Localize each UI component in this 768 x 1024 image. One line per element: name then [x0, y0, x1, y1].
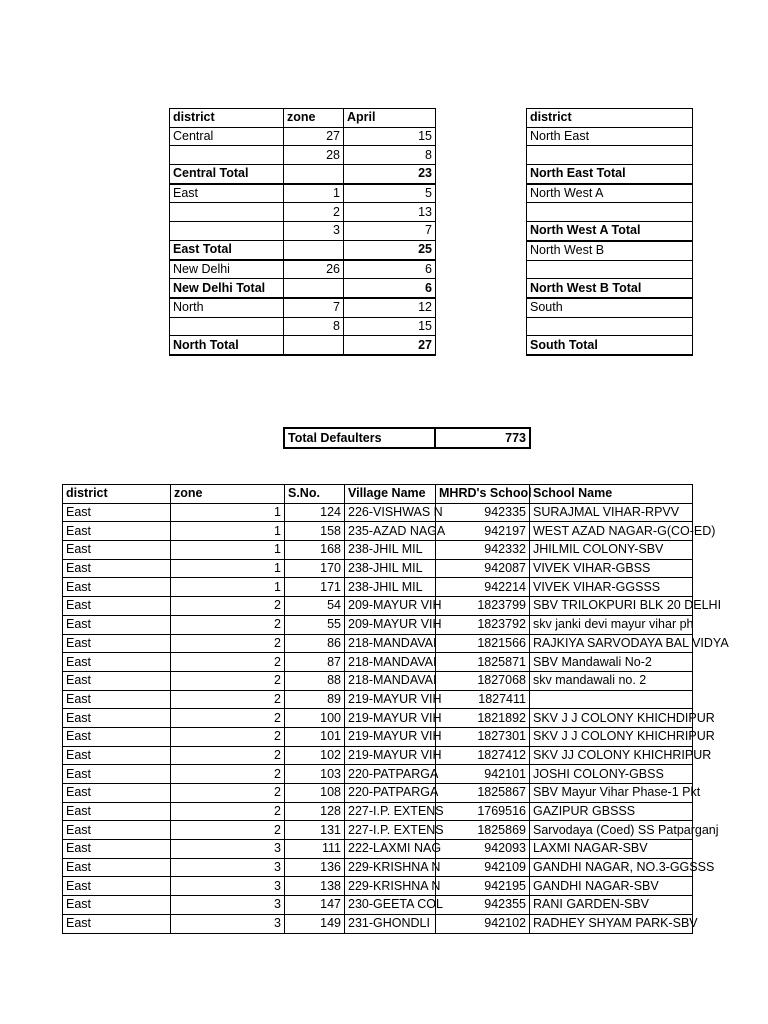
- school-name-cell: GANDHI NAGAR-SBV: [530, 877, 693, 896]
- sno-cell: 100: [285, 709, 345, 728]
- table-row: [63, 671, 693, 690]
- school-name-cell: skv mandawali no. 2: [530, 671, 693, 690]
- april-cell: 7: [344, 222, 436, 241]
- district-cell: East: [63, 765, 171, 784]
- zone-cell: 2: [171, 597, 285, 616]
- table-row: [63, 784, 693, 803]
- sno-cell: 102: [285, 746, 345, 765]
- zone-cell: 1: [171, 559, 285, 578]
- total-defaulters-label: Total Defaulters: [284, 428, 435, 448]
- district-cell: North West B: [527, 241, 693, 260]
- zone-cell: 8: [284, 317, 344, 336]
- zone-cell: 7: [284, 298, 344, 317]
- sno-cell: 108: [285, 784, 345, 803]
- village-name-cell: 226-VISHWAS N: [345, 503, 436, 522]
- school-name-cell: SBV Mayur Vihar Phase-1 Pkt: [530, 784, 693, 803]
- district-cell: [527, 203, 693, 222]
- district-cell: East: [63, 634, 171, 653]
- zone-cell: 27: [284, 127, 344, 146]
- district-cell: East: [63, 784, 171, 803]
- pivot-right-total-row: [527, 222, 693, 241]
- district-cell: East: [63, 727, 171, 746]
- village-name-cell: 219-MAYUR VIH: [345, 746, 436, 765]
- district-cell: New Delhi: [170, 260, 284, 279]
- village-name-cell: 222-LAXMI NAG: [345, 840, 436, 859]
- sno-cell: 136: [285, 858, 345, 877]
- sno-cell: 89: [285, 690, 345, 709]
- pivot-table-right: [526, 108, 693, 356]
- header-district: district: [63, 485, 171, 504]
- district-cell: East: [63, 671, 171, 690]
- district-cell: North Total: [170, 336, 284, 355]
- village-name-cell: 235-AZAD NAGA: [345, 522, 436, 541]
- april-cell: 6: [344, 279, 436, 298]
- zone-cell: 2: [284, 203, 344, 222]
- zone-cell: [284, 279, 344, 298]
- april-cell: 8: [344, 146, 436, 165]
- table-row: [63, 597, 693, 616]
- district-cell: East Total: [170, 240, 284, 259]
- sno-cell: 86: [285, 634, 345, 653]
- april-cell: 5: [344, 184, 436, 203]
- school-name-cell: RAJKIYA SARVODAYA BAL VIDYA: [530, 634, 693, 653]
- mhrd-code-cell: 942197: [436, 522, 530, 541]
- sno-cell: 168: [285, 541, 345, 560]
- village-name-cell: 231-GHONDLI: [345, 914, 436, 933]
- zone-cell: 2: [171, 746, 285, 765]
- pivot-right-row: [527, 127, 693, 146]
- table-row: [63, 858, 693, 877]
- april-cell: 6: [344, 260, 436, 279]
- total-defaulters-value: 773: [435, 428, 530, 448]
- village-name-cell: 220-PATPARGA: [345, 765, 436, 784]
- zone-cell: 2: [171, 615, 285, 634]
- district-cell: East: [63, 896, 171, 915]
- village-name-cell: 238-JHIL MIL: [345, 578, 436, 597]
- zone-cell: 1: [284, 184, 344, 203]
- district-cell: East: [63, 522, 171, 541]
- school-name-cell: VIVEK VIHAR-GGSSS: [530, 578, 693, 597]
- april-cell: 13: [344, 203, 436, 222]
- village-name-cell: 220-PATPARGA: [345, 784, 436, 803]
- table-row: [63, 840, 693, 859]
- pivot-right-row: [527, 184, 693, 203]
- pivot-right-row: [527, 146, 693, 165]
- school-name-cell: SURAJMAL VIHAR-RPVV: [530, 503, 693, 522]
- zone-cell: 1: [171, 541, 285, 560]
- zone-cell: 2: [171, 765, 285, 784]
- sno-cell: 88: [285, 671, 345, 690]
- mhrd-code-cell: 1827411: [436, 690, 530, 709]
- school-name-cell: JOSHI COLONY-GBSS: [530, 765, 693, 784]
- header-district: district: [170, 109, 284, 128]
- mhrd-code-cell: 1823792: [436, 615, 530, 634]
- table-row: [63, 578, 693, 597]
- district-cell: [527, 146, 693, 165]
- district-cell: [170, 146, 284, 165]
- table-row: [63, 559, 693, 578]
- pivot-left-row: [170, 222, 436, 241]
- village-name-cell: 209-MAYUR VIH: [345, 597, 436, 616]
- village-name-cell: 219-MAYUR VIH: [345, 727, 436, 746]
- district-cell: East: [63, 690, 171, 709]
- district-cell: New Delhi Total: [170, 279, 284, 298]
- pivot-left-total-row: [170, 279, 436, 298]
- header-zone: zone: [171, 485, 285, 504]
- total-defaulters-box: [283, 427, 531, 449]
- table-row: [63, 746, 693, 765]
- district-cell: North West A: [527, 184, 693, 203]
- pivot-left-row: [170, 260, 436, 279]
- district-cell: East: [63, 914, 171, 933]
- sno-cell: 111: [285, 840, 345, 859]
- school-name-cell: [530, 690, 693, 709]
- sno-cell: 147: [285, 896, 345, 915]
- zone-cell: 2: [171, 653, 285, 672]
- zone-cell: 2: [171, 821, 285, 840]
- zone-cell: 3: [171, 840, 285, 859]
- zone-cell: [284, 336, 344, 355]
- district-cell: North East Total: [527, 165, 693, 184]
- header-village-name: Village Name: [345, 485, 436, 504]
- district-cell: [170, 203, 284, 222]
- district-cell: [170, 222, 284, 241]
- header-april: April: [344, 109, 436, 128]
- mhrd-code-cell: 942109: [436, 858, 530, 877]
- district-cell: Central Total: [170, 165, 284, 184]
- pivot-right-total-row: [527, 165, 693, 184]
- zone-cell: 3: [171, 914, 285, 933]
- pivot-right-row: [527, 260, 693, 279]
- mhrd-code-cell: 942087: [436, 559, 530, 578]
- mhrd-code-cell: 942332: [436, 541, 530, 560]
- sno-cell: 158: [285, 522, 345, 541]
- district-cell: East: [63, 709, 171, 728]
- pivot-left-row: [170, 317, 436, 336]
- district-cell: East: [63, 541, 171, 560]
- pivot-left-row: [170, 184, 436, 203]
- district-cell: East: [63, 559, 171, 578]
- mhrd-code-cell: 942355: [436, 896, 530, 915]
- district-cell: East: [170, 184, 284, 203]
- table-row: [63, 653, 693, 672]
- district-cell: North West B Total: [527, 279, 693, 298]
- sno-cell: 103: [285, 765, 345, 784]
- zone-cell: 26: [284, 260, 344, 279]
- school-name-cell: Sarvodaya (Coed) SS Patparganj: [530, 821, 693, 840]
- zone-cell: 3: [171, 896, 285, 915]
- mhrd-code-cell: 1825871: [436, 653, 530, 672]
- mhrd-code-cell: 1827068: [436, 671, 530, 690]
- pivot-right-row: [527, 241, 693, 260]
- zone-cell: 1: [171, 522, 285, 541]
- pivot-left-header-row: [170, 109, 436, 128]
- school-name-cell: GANDHI NAGAR, NO.3-GGSSS: [530, 858, 693, 877]
- sno-cell: 54: [285, 597, 345, 616]
- sno-cell: 101: [285, 727, 345, 746]
- sno-cell: 171: [285, 578, 345, 597]
- table-row: [63, 503, 693, 522]
- zone-cell: 2: [171, 634, 285, 653]
- mhrd-code-cell: 942335: [436, 503, 530, 522]
- district-cell: East: [63, 615, 171, 634]
- table-row: [63, 727, 693, 746]
- district-cell: North: [170, 298, 284, 317]
- mhrd-code-cell: 1827301: [436, 727, 530, 746]
- village-name-cell: 229-KRISHNA N: [345, 877, 436, 896]
- mhrd-code-cell: 942195: [436, 877, 530, 896]
- mhrd-code-cell: 942102: [436, 914, 530, 933]
- zone-cell: 2: [171, 727, 285, 746]
- village-name-cell: 219-MAYUR VIH: [345, 709, 436, 728]
- zone-cell: 2: [171, 671, 285, 690]
- zone-cell: 2: [171, 784, 285, 803]
- school-name-cell: SBV TRILOKPURI BLK 20 DELHI: [530, 597, 693, 616]
- village-name-cell: 209-MAYUR VIH: [345, 615, 436, 634]
- village-name-cell: 227-I.P. EXTENS: [345, 802, 436, 821]
- district-cell: East: [63, 840, 171, 859]
- pivot-right-row: [527, 298, 693, 317]
- table-row: [63, 914, 693, 933]
- village-name-cell: 238-JHIL MIL: [345, 559, 436, 578]
- school-name-cell: RADHEY SHYAM PARK-SBV: [530, 914, 693, 933]
- school-name-cell: SKV J J COLONY KHICHDIPUR: [530, 709, 693, 728]
- table-row: [63, 877, 693, 896]
- school-name-cell: JHILMIL COLONY-SBV: [530, 541, 693, 560]
- village-name-cell: 230-GEETA COL: [345, 896, 436, 915]
- april-cell: 27: [344, 336, 436, 355]
- district-cell: East: [63, 503, 171, 522]
- sno-cell: 138: [285, 877, 345, 896]
- school-name-cell: RANI GARDEN-SBV: [530, 896, 693, 915]
- table-row: [63, 896, 693, 915]
- pivot-left-row: [170, 127, 436, 146]
- district-cell: East: [63, 653, 171, 672]
- header-school-name: School Name: [530, 485, 693, 504]
- pivot-left-row: [170, 203, 436, 222]
- district-cell: East: [63, 578, 171, 597]
- mhrd-code-cell: 942093: [436, 840, 530, 859]
- pivot-table-left: [169, 108, 436, 356]
- district-cell: East: [63, 802, 171, 821]
- mhrd-code-cell: 942214: [436, 578, 530, 597]
- pivot-left-total-row: [170, 336, 436, 355]
- detail-header-row: [63, 485, 693, 504]
- sno-cell: 170: [285, 559, 345, 578]
- table-row: [63, 634, 693, 653]
- april-cell: 23: [344, 165, 436, 184]
- school-name-cell: LAXMI NAGAR-SBV: [530, 840, 693, 859]
- zone-cell: 2: [171, 802, 285, 821]
- mhrd-code-cell: 1821892: [436, 709, 530, 728]
- mhrd-code-cell: 1825867: [436, 784, 530, 803]
- zone-cell: 1: [171, 503, 285, 522]
- mhrd-code-cell: 942101: [436, 765, 530, 784]
- pivot-right-total-row: [527, 279, 693, 298]
- mhrd-code-cell: 1821566: [436, 634, 530, 653]
- pivot-right-header-row: [527, 109, 693, 128]
- district-cell: South Total: [527, 336, 693, 355]
- table-row: [63, 522, 693, 541]
- pivot-left-total-row: [170, 165, 436, 184]
- zone-cell: 3: [284, 222, 344, 241]
- mhrd-code-cell: 1823799: [436, 597, 530, 616]
- district-cell: East: [63, 858, 171, 877]
- pivot-right-total-row: [527, 336, 693, 355]
- zone-cell: 3: [171, 858, 285, 877]
- zone-cell: 28: [284, 146, 344, 165]
- district-cell: North West A Total: [527, 222, 693, 241]
- village-name-cell: 238-JHIL MIL: [345, 541, 436, 560]
- table-row: [63, 821, 693, 840]
- school-name-cell: VIVEK VIHAR-GBSS: [530, 559, 693, 578]
- sno-cell: 87: [285, 653, 345, 672]
- village-name-cell: 218-MANDAVAI: [345, 671, 436, 690]
- zone-cell: 3: [171, 877, 285, 896]
- zone-cell: 1: [171, 578, 285, 597]
- mhrd-code-cell: 1769516: [436, 802, 530, 821]
- mhrd-code-cell: 1825869: [436, 821, 530, 840]
- sno-cell: 149: [285, 914, 345, 933]
- district-cell: South: [527, 298, 693, 317]
- table-row: [63, 615, 693, 634]
- district-cell: East: [63, 597, 171, 616]
- zone-cell: 2: [171, 709, 285, 728]
- district-cell: [527, 260, 693, 279]
- pivot-left-row: [170, 298, 436, 317]
- district-cell: [170, 317, 284, 336]
- school-name-cell: SKV JJ COLONY KHICHRIPUR: [530, 746, 693, 765]
- village-name-cell: 229-KRISHNA N: [345, 858, 436, 877]
- pivot-left-total-row: [170, 240, 436, 259]
- school-name-cell: skv janki devi mayur vihar ph: [530, 615, 693, 634]
- village-name-cell: 218-MANDAVAI: [345, 653, 436, 672]
- defaulters-detail-table: [62, 484, 729, 934]
- table-row: [63, 541, 693, 560]
- pivot-right-row: [527, 317, 693, 336]
- table-row: [63, 690, 693, 709]
- district-cell: East: [63, 877, 171, 896]
- pivot-right-row: [527, 203, 693, 222]
- zone-cell: [284, 240, 344, 259]
- district-cell: [527, 317, 693, 336]
- village-name-cell: 218-MANDAVAI: [345, 634, 436, 653]
- sno-cell: 128: [285, 802, 345, 821]
- mhrd-code-cell: 1827412: [436, 746, 530, 765]
- district-cell: Central: [170, 127, 284, 146]
- table-row: [63, 802, 693, 821]
- district-cell: East: [63, 821, 171, 840]
- april-cell: 25: [344, 240, 436, 259]
- sno-cell: 131: [285, 821, 345, 840]
- table-row: [63, 765, 693, 784]
- district-cell: East: [63, 746, 171, 765]
- school-name-cell: GAZIPUR GBSSS: [530, 802, 693, 821]
- zone-cell: [284, 165, 344, 184]
- village-name-cell: 227-I.P. EXTENS: [345, 821, 436, 840]
- april-cell: 15: [344, 317, 436, 336]
- pivot-left-row: [170, 146, 436, 165]
- zone-cell: 2: [171, 690, 285, 709]
- sno-cell: 55: [285, 615, 345, 634]
- header-mhrd-school: MHRD's School: [436, 485, 530, 504]
- school-name-cell: SBV Mandawali No-2: [530, 653, 693, 672]
- school-name-cell: SKV J J COLONY KHICHRIPUR: [530, 727, 693, 746]
- village-name-cell: 219-MAYUR VIH: [345, 690, 436, 709]
- april-cell: 12: [344, 298, 436, 317]
- header-district: district: [527, 109, 693, 128]
- sno-cell: 124: [285, 503, 345, 522]
- april-cell: 15: [344, 127, 436, 146]
- header-zone: zone: [284, 109, 344, 128]
- school-name-cell: WEST AZAD NAGAR-G(CO-ED): [530, 522, 693, 541]
- header-sno: S.No.: [285, 485, 345, 504]
- district-cell: North East: [527, 127, 693, 146]
- table-row: [63, 709, 693, 728]
